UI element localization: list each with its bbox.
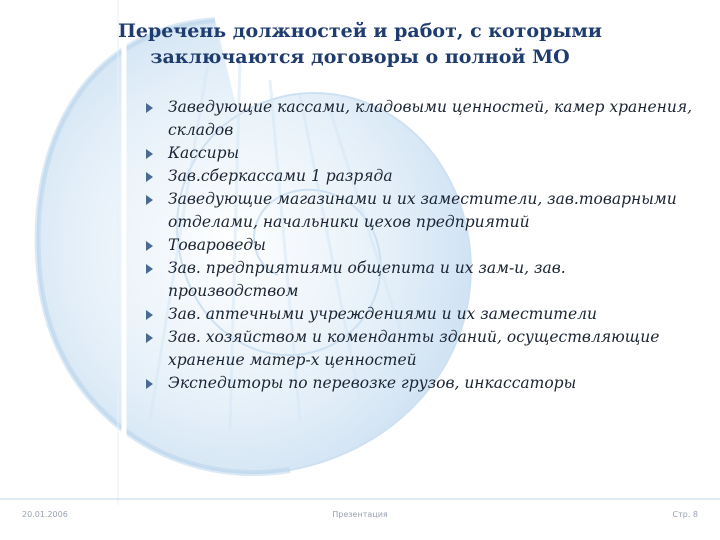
- footer-page-number: Стр. 8: [672, 510, 698, 519]
- triangle-right-icon: [146, 333, 153, 343]
- bullet-list: [144, 96, 694, 395]
- footer-presentation-label: Презентация: [332, 510, 388, 519]
- bullet-text: Заведующие магазинами и их заместители, зав.товарными отделами, начальники цехов предприятий: [168, 190, 677, 231]
- bullet-text: Зав. хозяйством и коменданты зданий, осуществляющие хранение матер-х ценностей: [168, 328, 660, 369]
- bullet-item: [144, 96, 694, 142]
- bullet-item: [144, 165, 694, 188]
- bullet-text: Заведующие кассами, кладовыми ценностей, камер хранения, складов: [168, 98, 693, 139]
- bullet-text: Зав. аптечными учреждениями и их заместители: [168, 305, 598, 323]
- bullet-item: [144, 257, 694, 303]
- bullet-item: [144, 142, 694, 165]
- bullet-text: Зав. предприятиями общепита и их зам-и, зав. производством: [168, 259, 566, 300]
- bullet-text: Зав.сберкассами 1 разряда: [168, 167, 393, 185]
- bullet-item: [144, 234, 694, 257]
- triangle-right-icon: [146, 241, 153, 251]
- triangle-right-icon: [146, 195, 153, 205]
- triangle-right-icon: [146, 379, 153, 389]
- bullet-item: [144, 372, 694, 395]
- bullet-item: [144, 303, 694, 326]
- triangle-right-icon: [146, 172, 153, 182]
- footer-date: 20.01.2006: [22, 510, 68, 519]
- bullet-text: Кассиры: [168, 144, 240, 162]
- triangle-right-icon: [146, 264, 153, 274]
- bullet-text: Товароведы: [168, 236, 266, 254]
- triangle-right-icon: [146, 103, 153, 113]
- bullet-item: [144, 326, 694, 372]
- triangle-right-icon: [146, 310, 153, 320]
- slide-title: Перечень должностей и работ, с которыми заключаются договоры о полной МО: [117, 20, 603, 68]
- bullet-item: [144, 188, 694, 234]
- bullet-text: Экспедиторы по перевозке грузов, инкассаторы: [168, 374, 577, 392]
- triangle-right-icon: [146, 149, 153, 159]
